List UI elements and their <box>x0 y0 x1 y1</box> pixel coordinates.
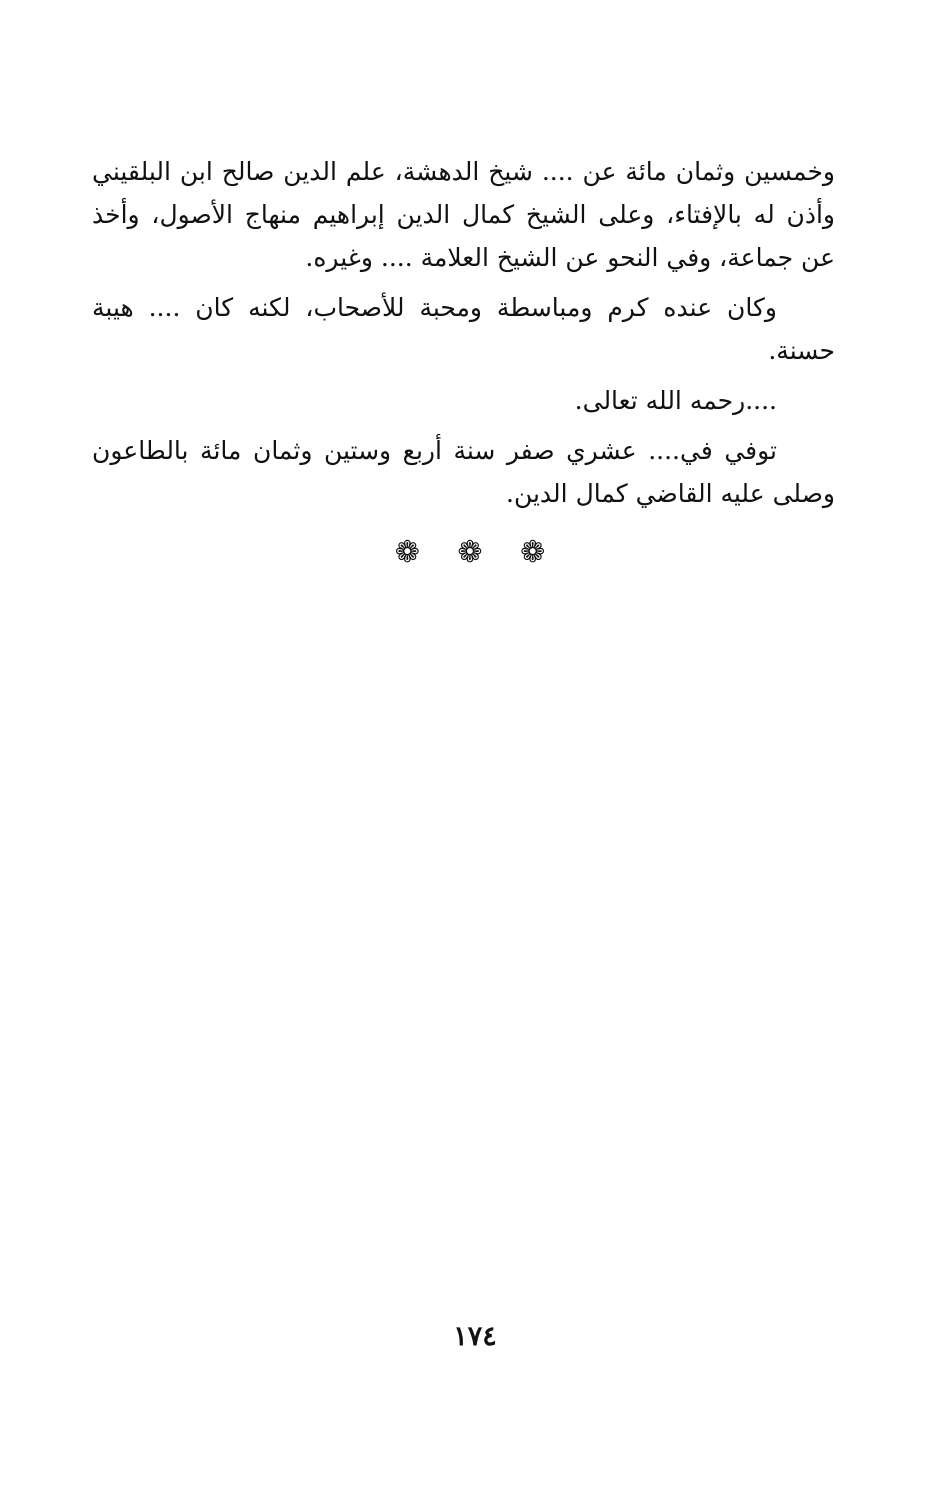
flower-ornament-icon: ❁ <box>520 535 556 570</box>
flower-ornament-icon: ❁ <box>394 535 430 570</box>
body-text <box>92 150 835 515</box>
flower-ornament-icon: ❁ <box>457 535 493 570</box>
section-divider <box>0 535 950 570</box>
paragraph-1: وخمسين وثمان مائة عن .... شيخ الدهشة، علم الدين صالح ابن البلقيني وأذن له بالإفتاء، وعلى الشيخ كمال الدين إبراهيم منهاج الأصول، وأخذ عن جماعة، وفي النحو عن الشيخ العلامة .... وغيره. <box>92 157 835 272</box>
paragraph-2: وكان عنده كرم ومباسطة ومحبة للأصحاب، لكنه كان .... هيبة حسنة. <box>92 293 835 365</box>
paragraph-3: ....رحمه الله تعالى. <box>574 386 777 415</box>
paragraph-4: توفي في.... عشري صفر سنة أربع وستين وثمان مائة بالطاعون وصلى عليه القاضي كمال الدين. <box>92 436 835 508</box>
page-number: ١٧٤ <box>453 1321 497 1352</box>
